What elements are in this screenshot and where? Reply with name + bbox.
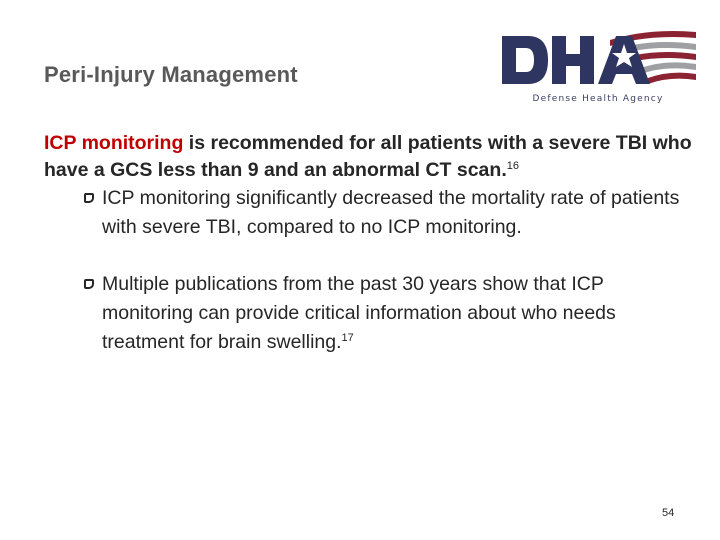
slide-body — [44, 130, 694, 357]
lead-reference: 16 — [506, 160, 519, 172]
page-number: 54 — [662, 507, 675, 519]
logo-tagline: Defense Health Agency — [532, 94, 664, 104]
bullet-item-1 — [44, 184, 694, 242]
lead-text: is recommended for all patients with a severe TBI who have a GCS less than 9 and an abnormal CT scan. — [44, 132, 692, 181]
bullet-2-reference: 17 — [341, 332, 354, 344]
bullet-item-2 — [44, 270, 694, 357]
dha-logo — [498, 22, 698, 108]
lead-highlight: ICP monitoring — [44, 132, 184, 154]
lead-paragraph — [44, 130, 694, 184]
dha-logo-graphic — [498, 22, 698, 94]
checkbox-bullet-icon — [84, 279, 94, 289]
bullet-1-text: ICP monitoring significantly decreased the mortality rate of patients with severe TBI, compared to no ICP monitoring. — [102, 187, 680, 238]
checkbox-bullet-icon — [84, 193, 94, 203]
slide-title: Peri-Injury Management — [44, 62, 298, 87]
bullet-2-text: Multiple publications from the past 30 years show that ICP monitoring can provide critical information about who needs treatment for brain swelling. — [102, 273, 616, 353]
